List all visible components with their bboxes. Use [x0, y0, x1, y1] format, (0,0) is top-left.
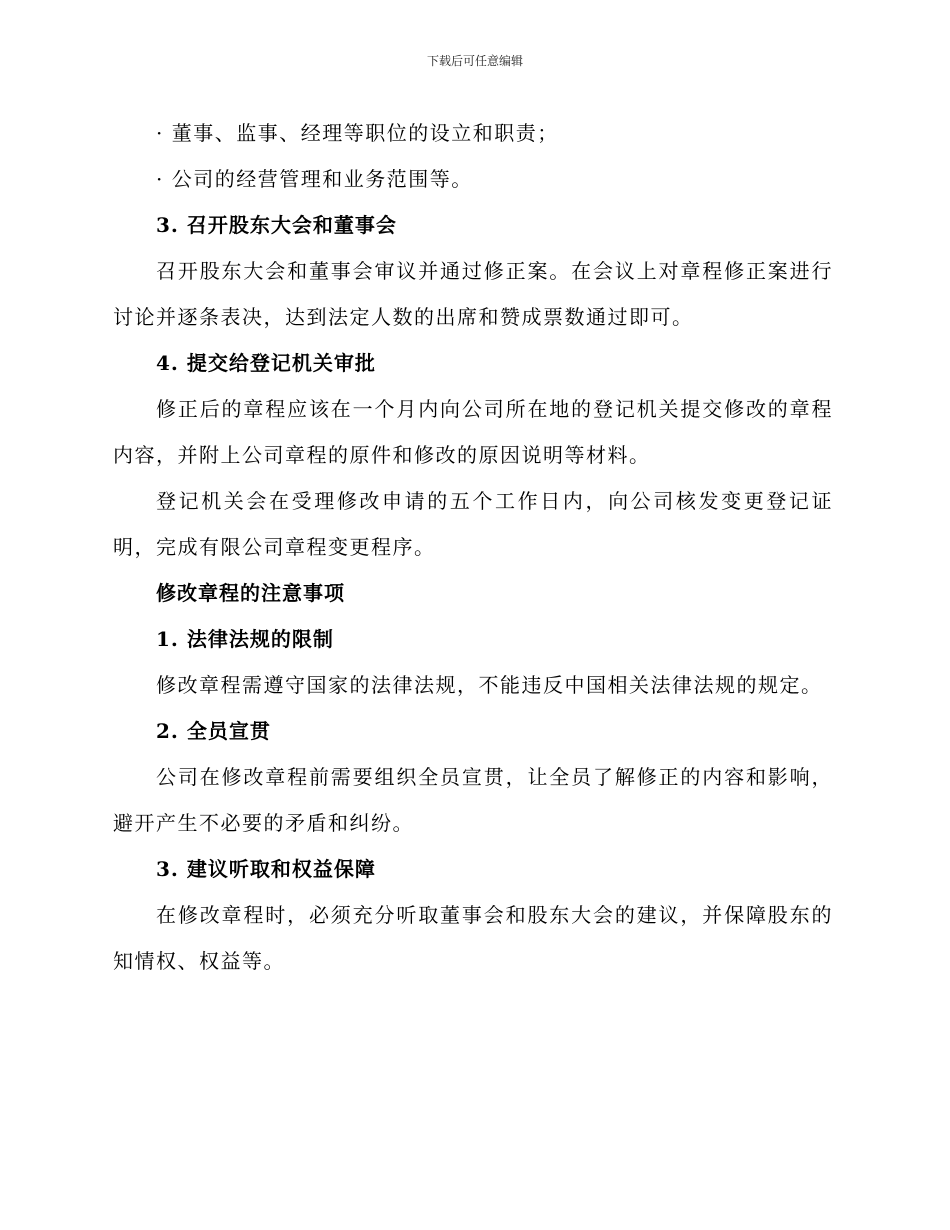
bullet-item-directors: · 董事、监事、经理等职位的设立和职责；	[156, 121, 559, 145]
page-header: 下载后可任意编辑	[426, 54, 523, 68]
heading-step-3: 3. 召开股东大会和董事会	[156, 213, 397, 237]
heading-note-1: 1. 法律法规的限制	[156, 627, 334, 651]
bullet-item-business-scope: · 公司的经营管理和业务范围等。	[156, 167, 473, 191]
paragraph-note-1: 修改章程需遵守国家的法律法规，不能违反中国相关法律法规的规定。	[156, 673, 823, 697]
heading-step-4: 4. 提交给登记机关审批	[156, 351, 376, 375]
paragraph-note-3: 在修改章程时，必须充分听取董事会和股东大会的建议，并保障股东的知情权、权益等。	[113, 903, 833, 973]
paragraph-note-2: 公司在修改章程前需要组织全员宣贯，让全员了解修正的内容和影响，避开产生不必要的矛盾和纠纷。	[113, 765, 833, 835]
heading-note-2: 2. 全员宣贯	[156, 719, 271, 743]
paragraph-step-3: 召开股东大会和董事会审议并通过修正案。在会议上对章程修正案进行讨论并逐条表决，达到法定人数的出席和赞成票数通过即可。	[113, 259, 833, 329]
document-body	[113, 110, 833, 984]
heading-note-3: 3. 建议听取和权益保障	[156, 857, 376, 881]
paragraph-step-4-submit: 修正后的章程应该在一个月内向公司所在地的登记机关提交修改的章程内容，并附上公司章程的原件和修改的原因说明等材料。	[113, 397, 833, 467]
section-title-notes: 修改章程的注意事项	[156, 581, 345, 605]
paragraph-step-4-approval: 登记机关会在受理修改申请的五个工作日内，向公司核发变更登记证明，完成有限公司章程变更程序。	[113, 489, 833, 559]
